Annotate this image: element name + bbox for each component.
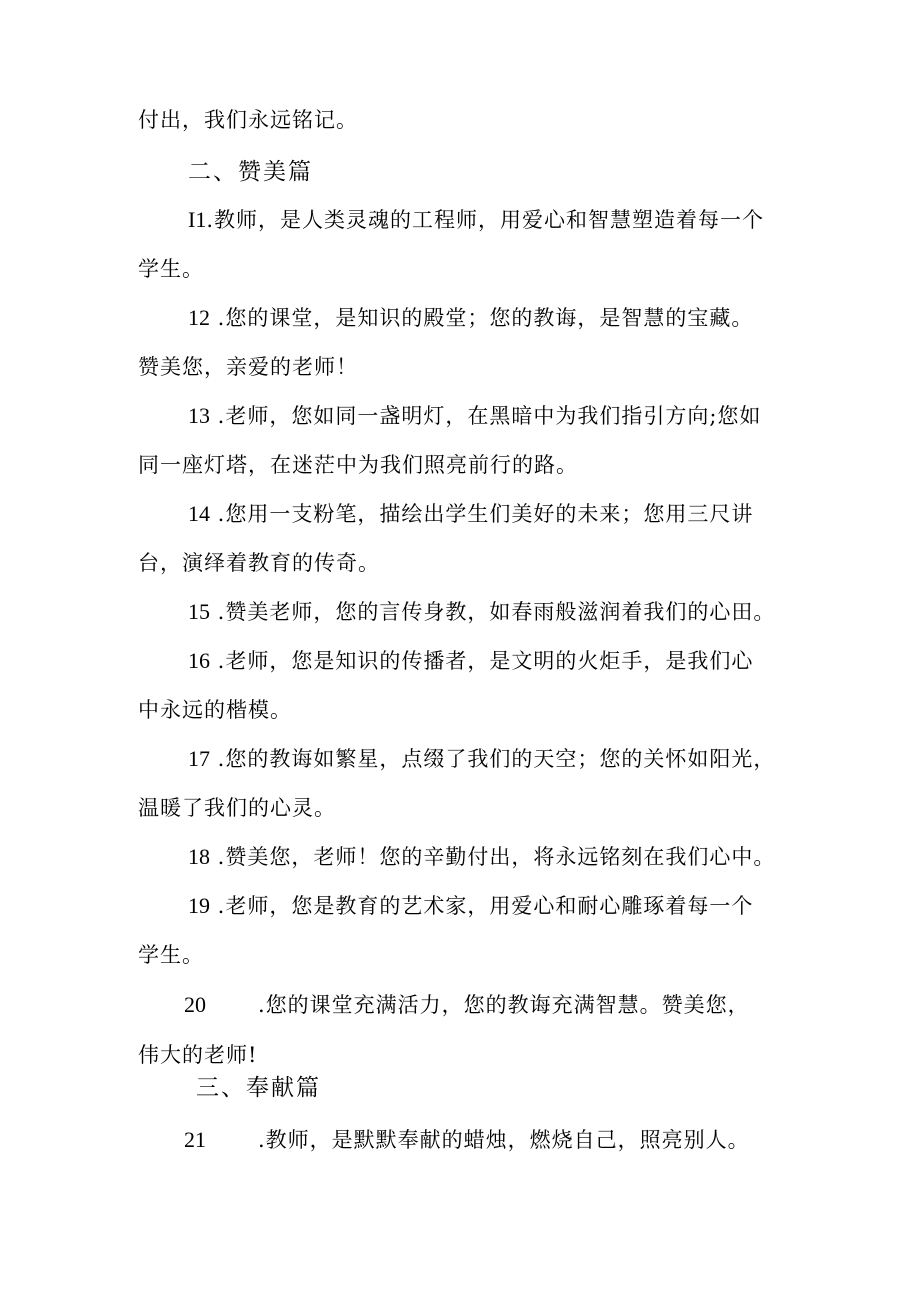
item-number: 12 bbox=[188, 305, 210, 330]
list-item-21-line-1: .教师，是默默奉献的蜡烛，燃烧自己，照亮别人。 bbox=[258, 1128, 750, 1152]
list-item-11-line-2: 学生。 bbox=[138, 257, 204, 281]
list-item-15-line-1 bbox=[188, 597, 775, 627]
list-item-17-line-1 bbox=[188, 744, 775, 774]
section-heading-dedication: 三、奉献篇 bbox=[196, 1075, 321, 1101]
list-item-18-line-1 bbox=[188, 842, 775, 872]
item-number: 19 bbox=[188, 893, 210, 918]
item-text: .赞美老师，您的言传身教，如春雨般滋润着我们的心田。 bbox=[210, 600, 776, 624]
item-text: .老师，您是知识的传播者，是文明的火炬手，是我们心 bbox=[210, 649, 754, 673]
list-item-21-number bbox=[184, 1125, 206, 1155]
list-item-14-line-2: 台，演绎着教育的传奇。 bbox=[138, 551, 380, 575]
item-text: .教师，是人类灵魂的工程师，用爱心和智慧塑造着每一个 bbox=[206, 208, 765, 232]
list-item-13-line-2: 同一座灯塔，在迷茫中为我们照亮前行的路。 bbox=[138, 453, 578, 477]
item-text: .您的课堂，是知识的殿堂；您的教诲，是智慧的宝藏。 bbox=[210, 306, 754, 330]
list-item-14-line-1 bbox=[188, 499, 753, 529]
item-number: 17 bbox=[188, 746, 210, 771]
item-text: .老师，您如同一盏明灯，在黑暗中为我们指引方向;您如 bbox=[210, 404, 762, 428]
list-item-17-line-2: 温暖了我们的心灵。 bbox=[138, 796, 336, 820]
item-text: .您的教诲如繁星，点缀了我们的天空；您的关怀如阳光， bbox=[210, 747, 776, 771]
item-number: 14 bbox=[188, 501, 210, 526]
item-number: 20 bbox=[184, 992, 206, 1017]
item-number: 18 bbox=[188, 844, 210, 869]
item-text: .您用一支粉笔，描绘出学生们美好的未来；您用三尺讲 bbox=[210, 502, 754, 526]
list-item-19-line-2: 学生。 bbox=[138, 943, 204, 967]
section-heading-praise: 二、赞美篇 bbox=[188, 159, 313, 185]
list-item-11-line-1 bbox=[188, 205, 764, 235]
item-number: 13 bbox=[188, 403, 210, 428]
intro-tail: 付出，我们永远铭记。 bbox=[138, 108, 358, 132]
item-number: 21 bbox=[184, 1127, 206, 1152]
item-text: .赞美您，老师！您的辛勤付出，将永远铭刻在我们心中。 bbox=[210, 845, 776, 869]
list-item-12-line-1 bbox=[188, 303, 753, 333]
list-item-20-line-1: .您的课堂充满活力，您的教诲充满智慧。赞美您， bbox=[258, 993, 750, 1017]
item-number: 15 bbox=[188, 599, 210, 624]
list-item-16-line-2: 中永远的楷模。 bbox=[138, 698, 292, 722]
list-item-13-line-1 bbox=[188, 401, 761, 431]
list-item-20-line-2: 伟大的老师! bbox=[138, 1043, 258, 1067]
list-item-20-number bbox=[184, 990, 206, 1020]
item-number: I1 bbox=[188, 207, 207, 232]
list-item-19-line-1 bbox=[188, 891, 753, 921]
item-text: .老师，您是教育的艺术家，用爱心和耐心雕琢着每一个 bbox=[210, 894, 754, 918]
list-item-12-line-2: 赞美您，亲爱的老师！ bbox=[138, 355, 358, 379]
item-number: 16 bbox=[188, 648, 210, 673]
list-item-16-line-1 bbox=[188, 646, 753, 676]
